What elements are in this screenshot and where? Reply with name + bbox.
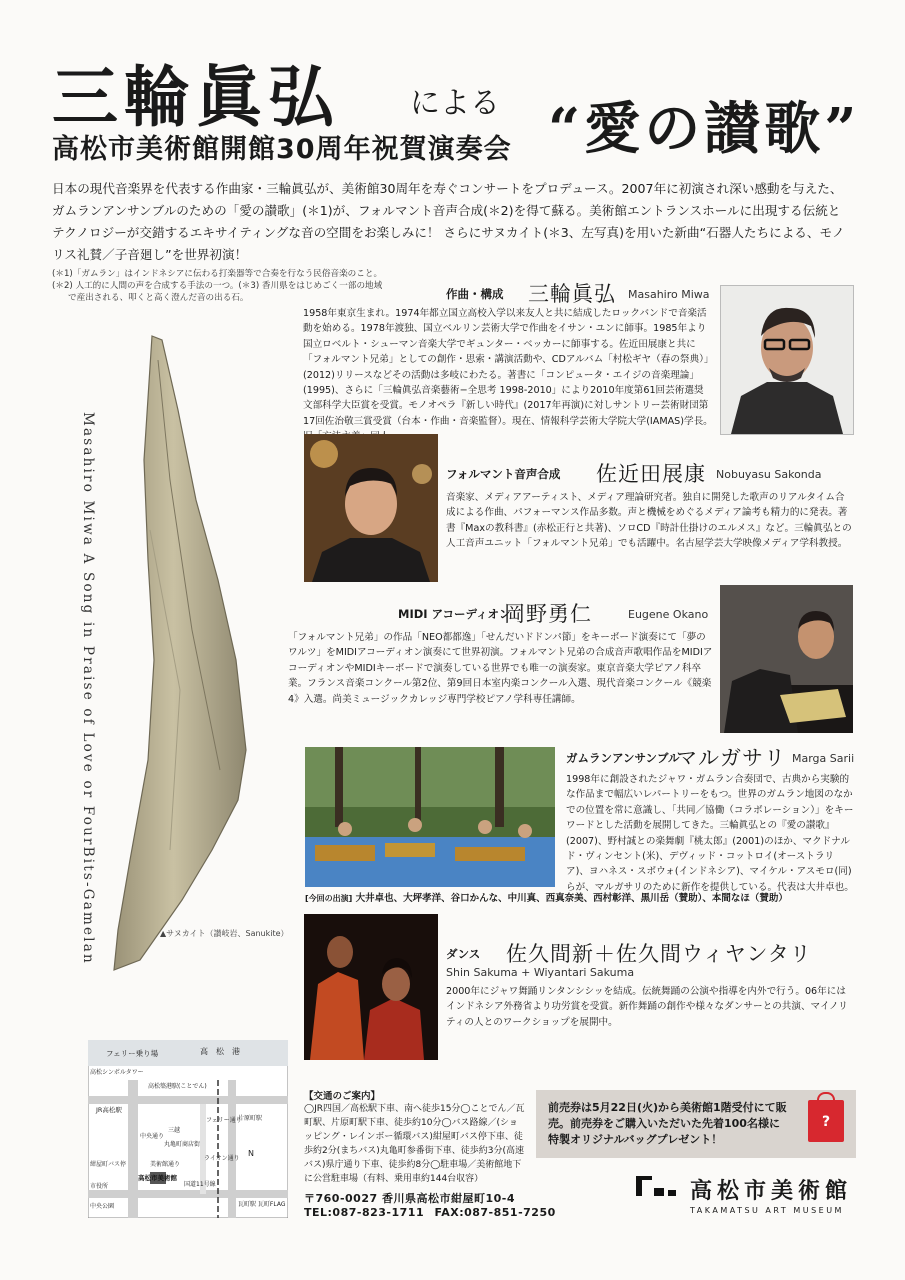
contact-line bbox=[304, 1206, 556, 1219]
performer-bio: 2000年にジャワ舞踊リンタンシシッを結成。伝統舞踊の公演や指導を内外で行う。06年にはインドネシア外務省より功労賞を受賞。新作舞踊の創作や様々なダンサーとの共演、マイノリティの人とのワークショップを展開中。 bbox=[446, 986, 848, 1028]
map-label: フェリー乗り場 bbox=[106, 1049, 159, 1058]
performer-romaji: Nobuyasu Sakonda bbox=[716, 468, 822, 481]
footnote: (＊2) 人工的に人間の声を合成する手法の一つ。(＊3) 香川県をはじめごく一部の地域 bbox=[52, 281, 383, 291]
role-label: ダンス bbox=[446, 947, 481, 961]
museum-logo bbox=[636, 1172, 866, 1222]
museum-name-ja: 高松市美術館 bbox=[690, 1178, 853, 1204]
map-label: 市役所 bbox=[90, 1183, 109, 1190]
role-label: 作曲・構成 bbox=[446, 287, 504, 301]
performer-romaji: Marga Sarii bbox=[792, 752, 855, 765]
access-text: ◯JR四国／高松駅下車、南へ徒歩15分◯ことでん／瓦町駅、片原町駅下車、徒歩約10分◯バス路線／(ショッピング・レインボー循環バス)紺屋町バス停下車、徒歩約2分(まちバス)丸亀町参番街下車、徒歩約3分(高速バス)県庁通り下車、徒歩約8分◯駐車場／美術館地下に公営駐車場（有料、乗用車約144台収容） bbox=[304, 1104, 525, 1184]
performer-bio: 音楽家、メディアアーティスト、メディア理論研究者。独自に開発した歌声のリアルタイム合成による作曲、パフォーマンス作品多数。声と機械をめぐるメディア論考も精力的に発表。著書『Maxの教科書』(赤松正行と共著)、ソロCD『時計仕掛けのエルメス』など。三輪眞弘との人工音声ユニット「フォルマント兄弟」でも活躍中。名古屋学芸大学映像メディア学科教授。 bbox=[446, 492, 852, 550]
performer-romaji: Masahiro Miwa bbox=[628, 288, 710, 301]
museum-logo-icon bbox=[636, 1172, 680, 1198]
composer-title: 三輪眞弘 bbox=[52, 58, 340, 136]
map-label: 高 松 港 bbox=[200, 1047, 240, 1056]
role-label: MIDI アコーディオン bbox=[398, 607, 511, 621]
role-label: フォルマント音声合成 bbox=[446, 467, 561, 481]
footnote: で産出される、叩くと高く澄んだ音の出る石。 bbox=[68, 293, 249, 303]
footnotes bbox=[52, 268, 382, 304]
promo-text: 前売券は5月22日(火)から美術館1階受付にて販売。前売券をご購入いただいた先着100名様に特製オリジナルバッグプレゼント！ bbox=[548, 1101, 787, 1146]
footnote: (＊1)「ガムラン」はインドネシアに伝わる打楽器等で合奏を行なう民俗音楽のこと。 bbox=[52, 269, 383, 279]
gamelan-ensemble-photo bbox=[305, 747, 555, 887]
okano-photo bbox=[720, 585, 853, 733]
role-label: ガムランアンサンブル bbox=[566, 751, 680, 765]
map-label: 中央公園 bbox=[90, 1203, 115, 1210]
dance-photo bbox=[304, 914, 438, 1060]
access-heading: 【交通のご案内】 bbox=[304, 1091, 381, 1102]
map-label: 高松築港駅(ことでん) bbox=[148, 1083, 207, 1090]
performer-name: マルガサリ bbox=[676, 746, 786, 770]
miwa-photo bbox=[720, 285, 854, 435]
map-label: 高松シンボルタワー bbox=[90, 1069, 144, 1076]
map-label: 丸亀町商店街 bbox=[164, 1141, 201, 1148]
map-label: 瓦町駅 瓦町FLAG bbox=[238, 1201, 286, 1208]
museum-address: 〒760-0027 香川県高松市紺屋町10-4 bbox=[304, 1192, 515, 1205]
map-label: 片原町駅 bbox=[238, 1115, 263, 1122]
performer-name: 佐近田展康 bbox=[596, 462, 706, 486]
members-line bbox=[305, 892, 855, 906]
map-label: 国道11号線 bbox=[184, 1181, 216, 1188]
map-label: JR高松駅 bbox=[96, 1106, 122, 1114]
vertical-english-title: Masahiro Miwa A Song in Praise of Love or FourBits-Gamelan bbox=[80, 412, 96, 965]
performer-bio: 1998年に創設されたジャワ・ガムラン合奏団で、古典から実験的な作品まで幅広いレパートリーをもつ。世界のガムラン地図のなかでの位置を常に意識し、「共同／協働（コラボレーション）」をキーワードとした活動を展開してきた。三輪眞弘との『愛の讃歌』(2007)、野村誠との楽舞劇『桃太郎』(2001)のほか、マクドナルド・ヴィンセント(米)、デヴィッド・コットロイ(オーストラリア)、ヨハネス・スボウォ(インドネシア)、マイケル・アスモロ(同)らが、マルガサリのために新作を提供している。代表は大井卓也。 bbox=[566, 774, 854, 893]
performer-name: 三輪眞弘 bbox=[528, 282, 616, 306]
concert-subtitle: 高松市美術館開館30周年祝賀演奏会 bbox=[52, 134, 512, 165]
advance-ticket-promo bbox=[536, 1090, 856, 1158]
members-label: [今回の出演] bbox=[305, 894, 353, 903]
performer-name: 岡野勇仁 bbox=[504, 602, 592, 626]
performer-romaji: Shin Sakuma + Wiyantari Sakuma bbox=[446, 966, 635, 979]
stone-caption: ▲サヌカイト（讃岐岩、Sanukite） bbox=[160, 929, 289, 938]
museum-name-en: TAKAMATSU ART MUSEUM bbox=[690, 1206, 844, 1215]
sakonda-photo bbox=[304, 434, 438, 582]
performer-name: 佐久間新＋佐久間ウィヤンタリ bbox=[506, 942, 812, 966]
map-label: 紺屋町バス停 bbox=[90, 1161, 127, 1168]
performer-bio: 「フォルマント兄弟」の作品「NEO都都逸」「せんだいドドンパ節」をキーボード演奏にて「夢のワルツ」をMIDIアコーディオン演奏にて世界初演。フォルマント兄弟の合成音声歌唱作品をMIDIアコーディオンやMIDIキーボードで演奏している世界でも唯一の演奏家。東京音楽大学ピアノ科卒業。フランス音楽コンクール第2位、第9回日本室内楽コンクール入選、現代音楽コンクール《競楽4》入選。尚美ミュージックカレッジ専門学校ピアノ学科専任講師。 bbox=[288, 632, 713, 705]
map-label: フェリー通り bbox=[206, 1117, 242, 1124]
performer-bio: 1958年東京生まれ。1974年都立国立高校入学以来友人と共に結成したロックバンドで音楽活動を始める。1978年渡独、国立ベルリン芸術大学で作曲をイサン・ユンに師事。1985年より国立ロベルト・シューマン音楽大学でギュンター・ベッカーに師事する。佐近田展康と共に「フォルマント兄弟」としての創作・思索・講演活動や、CDアルバム「村松ギヤ（春の祭典）」(2012)リリースなどその活動は多岐にわたる。著書に「コンピュータ・エイジの音楽理論」(1995)、さらに「三輪眞弘音楽藝術−全思考 1998-2010」により2010年度第61回芸術選奨文部科学大臣賞を受賞。モノオペラ『新しい時代』(2017年再演)に対しサントリー芸術財団第17回佐治敬三賞受賞（台本・作曲・音楽監督）。現在、情報科学芸術大学院大学(IAMAS)学長。 bbox=[303, 308, 713, 427]
title-connector: による bbox=[410, 86, 500, 121]
tel: TEL:087-823-1711 bbox=[304, 1206, 425, 1219]
bag-icon bbox=[808, 1100, 844, 1142]
fax: FAX:087-851-7250 bbox=[434, 1206, 556, 1219]
performer-romaji: Eugene Okano bbox=[628, 608, 709, 621]
sanukite-stone-image bbox=[100, 330, 260, 980]
map-label: 美術館通り bbox=[150, 1161, 181, 1168]
bag-mark: ? bbox=[821, 1114, 831, 1130]
song-title: “愛の讃歌” bbox=[548, 96, 861, 162]
intro-text: 日本の現代音楽界を代表する作曲家・三輪眞弘が、美術館30周年を寿ぐコンサートをプロデュース。2007年に初演され深い感動を与えた、ガムランアンサンブルのための「愛の讃歌」(＊1)が、フォルマント音声合成(＊2)を得て蘇る。美術館エントランスホールに出現する伝統とテクノロジーが交錯するエキサイティングな音の空間をお楽しみに！ さらにサヌカイト(＊3、左写真)を用いた新曲“石器人たちによる、モノリス礼賛／子音廻し”を世界初演！ bbox=[52, 181, 845, 262]
map-label: ライオン通り bbox=[204, 1155, 240, 1162]
map-label: 中央通り bbox=[140, 1133, 165, 1140]
north-icon: N bbox=[248, 1149, 254, 1158]
map-label: 三越 bbox=[168, 1127, 181, 1134]
map-museum-label: 高松市美術館 bbox=[138, 1174, 177, 1182]
access-map bbox=[88, 1040, 288, 1218]
members-list: 大井卓也、大坪孝洋、谷口かんな、中川真、西真奈美、西村彰洋、黒川岳（賛助）、本間なほ（賛助） bbox=[355, 893, 788, 904]
